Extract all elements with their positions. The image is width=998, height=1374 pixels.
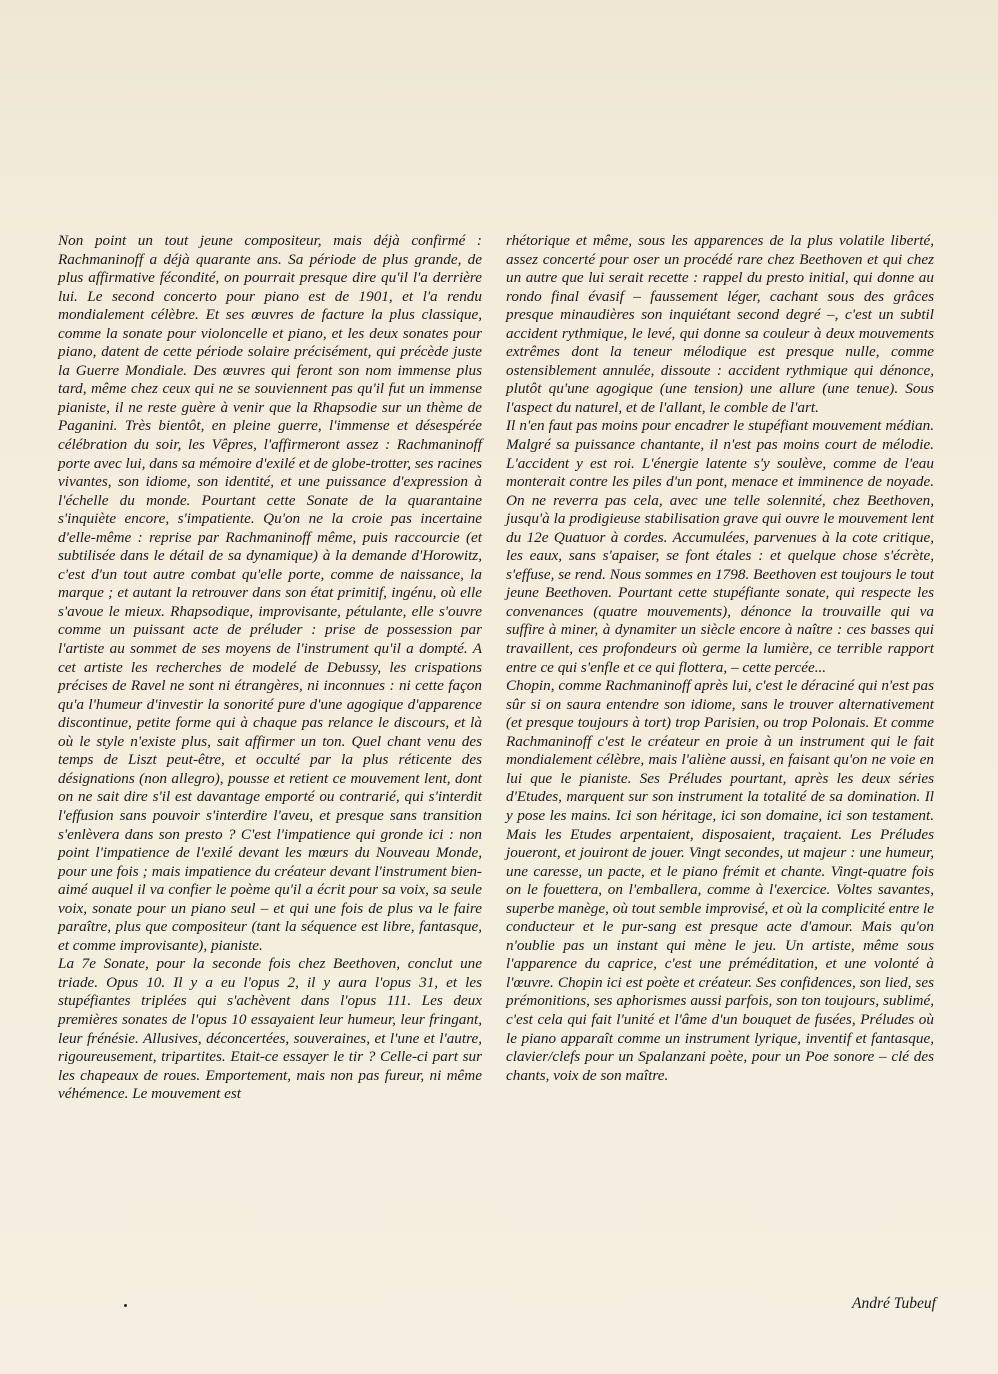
paragraph-beethoven-7e-sonate: La 7e Sonate, pour la seconde fois chez Beethoven, conclut une triade. Opus 10. Il y a eu l'opus 2, il y aura l'opus 31, et les stupéfiantes triplées qui s'achèvent dans l'opus 111. Les deux premières sonates de l'opus 10 essayaient leur humeur, leur fringant, leur frénésie. Allusives, déconcertées, souveraines, et l'une et l'autre, rigoureusement, tripartites. Etait-ce essayer le tir ? Celle-ci part sur les chapeaux de roues. Emportement, mais non pas fureur, ni même véhémence. Le mouvement est: [58, 955, 482, 1103]
paragraph-chopin: Chopin, comme Rachmaninoff après lui, c'est le déraciné qui n'est pas sûr si on saura entendre son idiome, sans le trouver alternativement (et presque toujours à tort) trop Parisien, ou trop Polonais. Et comme Rachmaninoff c'est le créateur en proie à un instrument qui le fait mondialement célèbre, mais l'aliène aussi, en faisant qu'on ne voie en lui que le pianiste. Ses Préludes pourtant, après les deux séries d'Etudes, marquent sur son instrument la totalité de sa domination. Il y pose les mains. Ici son héritage, ici son domaine, ici son testament. Mais les Etudes arpentaient, disposaient, traçaient. Les Préludes joueront, et jouiront de jouer. Vingt secondes, ut majeur : une humeur, une caresse, un pacte, et le piano frémit et chante. Vingt-quatre fois on le fouettera, on l'emballera, comme à l'exercice. Voltes savantes, superbe manège, où tout semble improvisé, et où la complicité entre le conducteur et le pur-sang est presque acte d'amour. Mais qu'on n'oublie pas un instant qui mène le jeu. Un artiste, même sous l'apparence du caprice, c'est une préméditation, et une volonté à l'œuvre. Chopin ici est poète et créateur. Ses confidences, son lied, ses prémonitions, ses aphorismes aussi parfois, son ton toujours, sublimé, c'est cela qui fait l'unité et l'âme d'un bouquet de fusées, Préludes où le piano apparaît comme un instrument lyrique, inventif et fantasque, clavier/clefs pour un Spalanzani poète, pour un Poe sonore – clé des chants, voix de son maître.: [506, 677, 934, 1084]
article-column-left: [58, 232, 482, 1104]
page-dot: [124, 1304, 127, 1307]
author-signature: André Tubeuf: [852, 1295, 936, 1312]
paragraph-rhetorique: rhétorique et même, sous les apparences de la plus volatile liberté, assez concerté pour oser un procédé rare chez Beethoven et qui chez un autre que lui serait recette : rappel du presto initial, qui donne au rondo final évasif – faussement léger, cachant sous des grâces presque minaudières son inquiétant second degré –, c'est un subtil accident rythmique, le levé, qui donne sa couleur à deux mouvements extrêmes dont la teneur mélodique est presque nulle, comme ostensiblement annulée, dissoute : accident rythmique qui dénonce, plutôt qu'une agogique (une tension) une allure (une tenue). Sous l'aspect du naturel, et de l'allant, le comble de l'art.: [506, 232, 934, 416]
paragraph-mouvement-median: Il n'en faut pas moins pour encadrer le stupéfiant mouvement médian. Malgré sa puissance chantante, il n'est pas moins court de mélodie. L'accident y est roi. L'énergie latente s'y soulève, comme de l'eau monterait contre les piles d'un pont, menace et imminence de noyade. On ne reverra pas cela, avec une telle solennité, chez Beethoven, jusqu'à la prodigieuse stabilisation grave qui ouvre le mouvement lent du 12e Quatuor à cordes. Accumulées, parvenues à la cote critique, les eaux, sans s'apaiser, se font étales : et quelque chose s'écrète, s'effuse, se rend. Nous sommes en 1798. Beethoven est toujours le tout jeune Beethoven. Pourtant cette stupéfiante sonate, qui respecte les convenances (quatre mouvements), dénonce la trouvaille qui va suffire à miner, à dynamiter un siècle encore à naître : ces basses qui travaillent, ces profondeurs où germe la lumière, ce terrible rapport entre ce qui s'enfle et ce qui flottera, – cette percée...: [506, 417, 934, 676]
article-column-right: [506, 232, 934, 1085]
paragraph-rachmaninoff: Non point un tout jeune compositeur, mais déjà confirmé : Rachmaninoff a déjà quarante ans. Sa période de plus grande, de plus affirmative fécondité, on pourrait presque dire qu'il l'a derrière lui. Le second concerto pour piano est de 1901, et l'a rendu mondialement célèbre. Et ses œuvres de facture la plus classique, comme la sonate pour violoncelle et piano, et les deux sonates pour piano, datent de cette période solaire précisément, qui précède juste la Guerre Mondiale. Des œuvres qui feront son nom immense plus tard, même chez ceux qui ne se souviennent pas qu'il fut un immense pianiste, il ne reste guère à venir que la Rhapsodie sur un thème de Paganini. Très bientôt, en pleine guerre, l'immense et désespérée célébration du soir, les Vêpres, l'affirmeront assez : Rachmaninoff porte avec lui, dans sa mémoire d'exilé et de globe-trotter, ses racines vivantes, son idiome, son identité, et une puissance d'expression à l'échelle du monde. Pourtant cette Sonate de la quarantaine s'inquiète encore, s'impatiente. Qu'on ne la croie pas incertaine d'elle-même : reprise par Rachmaninoff même, puis raccourcie (et subtilisée dans le détail de sa dynamique) à la demande d'Horowitz, c'est d'un tout autre combat qu'elle porte, comme de naissance, la marque ; et autant la retrouver dans son état primitif, ingénu, où elle s'avoue le mieux. Rhapsodique, improvisante, pétulante, elle s'ouvre comme un puissant acte de préluder : prise de possession par l'artiste au sommet de ses moyens de l'instrument qu'il a dompté. A cet artiste les recherches de modelé de Debussy, les crispations précises de Ravel ne sont ni étrangères, ni inconnues : ni cette façon qu'a l'humeur d'investir la sonorité pure d'une agogique d'apparence discontinue, petite forme qui à chaque pas relance le discours, et là où le style n'existe plus, sait affirmer un ton. Quel chant venu des temps de Liszt peut-être, et occulté par la plus réticente des désignations (non allegro), pousse et retient ce mouvement lent, dont on ne sait dire s'il est davantage emporté ou contrarié, qui s'interdit l'effusion sans pouvoir s'interdire l'aveu, et presque sans transition s'enlèvera dans son presto ? C'est l'impatience qui gronde ici : non point l'impatience de l'exilé devant les mœurs du Nouveau Monde, pour une fois ; mais impatience du créateur devant l'instrument bien-aimé auquel il va confier le poème qu'il a écrit pour sa voix, sa seule voix, sonate pour un piano seul – et qui une fois de plus va le faire paraître, plus que compositeur (tant la séquence est libre, fantasque, et comme improvisante), pianiste.: [58, 232, 482, 954]
